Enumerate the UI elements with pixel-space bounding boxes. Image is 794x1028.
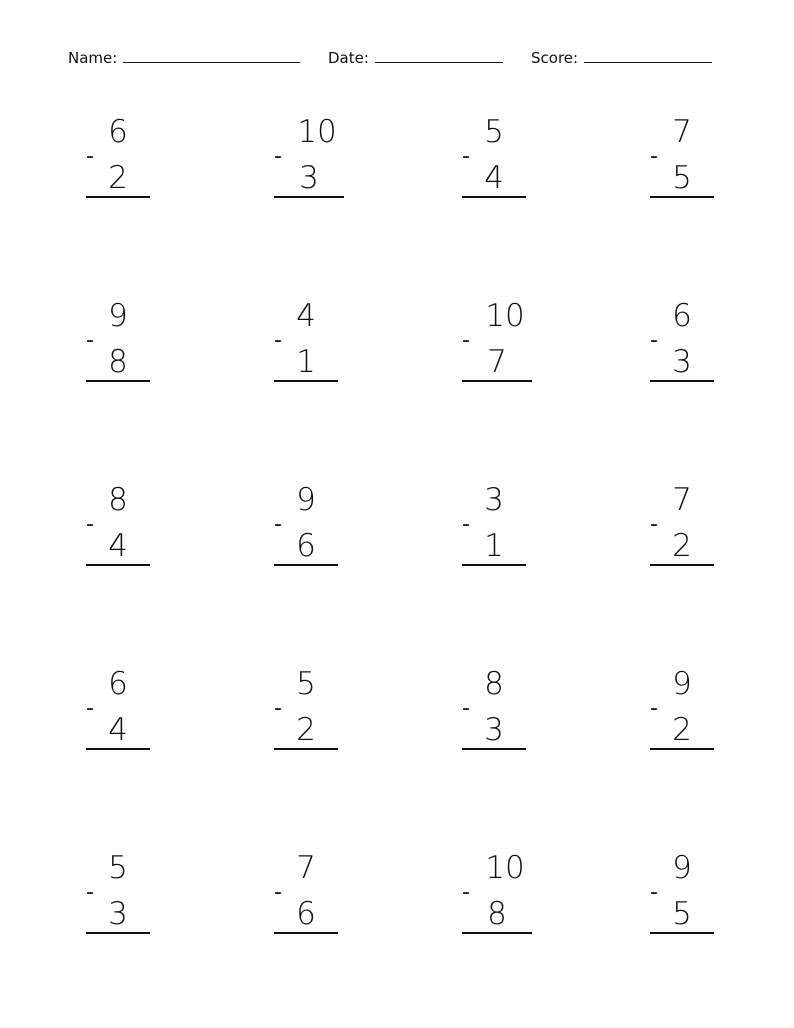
subtraction-problem: [650, 296, 730, 388]
name-label: Name:: [68, 49, 118, 67]
minuend: 9: [108, 298, 128, 334]
subtrahend: 1: [484, 528, 504, 564]
answer-line: [650, 196, 714, 198]
minuend: 7: [672, 482, 692, 518]
subtraction-problem: [86, 480, 166, 572]
minuend: 6: [108, 114, 128, 150]
subtraction-problem: [274, 112, 354, 204]
subtrahend: 7: [487, 344, 507, 380]
subtraction-problem: [86, 112, 166, 204]
subtraction-problem: [86, 848, 166, 940]
subtraction-problem: [462, 848, 542, 940]
subtraction-problem: [274, 664, 354, 756]
minuend: 9: [672, 850, 692, 886]
subtraction-problem: [650, 112, 730, 204]
minus-sign: -: [86, 512, 94, 537]
minus-sign: -: [462, 696, 470, 721]
date-label: Date:: [328, 49, 369, 67]
subtraction-problem: [274, 296, 354, 388]
subtrahend: 1: [296, 344, 316, 380]
minus-sign: -: [274, 696, 282, 721]
answer-line: [274, 564, 338, 566]
answer-line: [86, 564, 150, 566]
minus-sign: -: [650, 696, 658, 721]
minus-sign: -: [462, 880, 470, 905]
minuend: 5: [108, 850, 128, 886]
minus-sign: -: [462, 328, 470, 353]
answer-line: [650, 748, 714, 750]
minuend: 10: [297, 114, 337, 150]
subtrahend: 4: [108, 528, 128, 564]
minus-sign: -: [86, 696, 94, 721]
minus-sign: -: [650, 880, 658, 905]
answer-line: [274, 932, 338, 934]
answer-line: [462, 196, 526, 198]
minuend: 3: [484, 482, 504, 518]
subtraction-problem: [274, 848, 354, 940]
subtraction-problem: [650, 480, 730, 572]
answer-line: [650, 564, 714, 566]
minuend: 4: [296, 298, 316, 334]
minus-sign: -: [650, 144, 658, 169]
subtrahend: 4: [484, 160, 504, 196]
name-field[interactable]: [68, 46, 300, 67]
subtrahend: 3: [484, 712, 504, 748]
minuend: 8: [484, 666, 504, 702]
minus-sign: -: [462, 512, 470, 537]
subtrahend: 8: [108, 344, 128, 380]
subtraction-problem: [650, 848, 730, 940]
subtrahend: 2: [672, 528, 692, 564]
minuend: 5: [296, 666, 316, 702]
minus-sign: -: [650, 512, 658, 537]
answer-line: [274, 748, 338, 750]
subtrahend: 6: [296, 896, 316, 932]
subtrahend: 5: [672, 896, 692, 932]
name-blank-line[interactable]: [123, 46, 300, 63]
minuend: 9: [672, 666, 692, 702]
minuend: 6: [672, 298, 692, 334]
answer-line: [650, 932, 714, 934]
score-label: Score:: [531, 49, 579, 67]
answer-line: [462, 748, 526, 750]
minus-sign: -: [462, 144, 470, 169]
score-field[interactable]: [531, 46, 712, 67]
answer-line: [86, 196, 150, 198]
subtrahend: 2: [672, 712, 692, 748]
minus-sign: -: [274, 144, 282, 169]
subtrahend: 3: [108, 896, 128, 932]
minuend: 7: [296, 850, 316, 886]
minus-sign: -: [650, 328, 658, 353]
subtrahend: 6: [296, 528, 316, 564]
minus-sign: -: [86, 880, 94, 905]
minus-sign: -: [274, 328, 282, 353]
minuend: 7: [672, 114, 692, 150]
minus-sign: -: [274, 880, 282, 905]
answer-line: [462, 932, 532, 934]
subtraction-problem: [86, 664, 166, 756]
answer-line: [86, 380, 150, 382]
date-field[interactable]: [328, 46, 503, 67]
answer-line: [86, 932, 150, 934]
minuend: 9: [296, 482, 316, 518]
subtraction-problem: [462, 112, 542, 204]
subtraction-problem: [462, 480, 542, 572]
subtrahend: 2: [296, 712, 316, 748]
minus-sign: -: [86, 328, 94, 353]
minuend: 5: [484, 114, 504, 150]
minus-sign: -: [274, 512, 282, 537]
subtraction-problem: [462, 296, 542, 388]
subtraction-problem: [650, 664, 730, 756]
minuend: 6: [108, 666, 128, 702]
score-blank-line[interactable]: [584, 46, 712, 63]
answer-line: [462, 380, 532, 382]
subtraction-problem: [274, 480, 354, 572]
answer-line: [86, 748, 150, 750]
date-blank-line[interactable]: [375, 46, 503, 63]
worksheet-header: [0, 46, 794, 70]
subtrahend: 4: [108, 712, 128, 748]
answer-line: [650, 380, 714, 382]
subtrahend: 5: [672, 160, 692, 196]
answer-line: [462, 564, 526, 566]
subtrahend: 3: [299, 160, 319, 196]
subtrahend: 2: [108, 160, 128, 196]
minus-sign: -: [86, 144, 94, 169]
subtraction-problem: [86, 296, 166, 388]
minuend: 10: [485, 850, 525, 886]
subtraction-problem: [462, 664, 542, 756]
minuend: 10: [485, 298, 525, 334]
minuend: 8: [108, 482, 128, 518]
subtrahend: 3: [672, 344, 692, 380]
subtrahend: 8: [487, 896, 507, 932]
answer-line: [274, 380, 338, 382]
answer-line: [274, 196, 344, 198]
